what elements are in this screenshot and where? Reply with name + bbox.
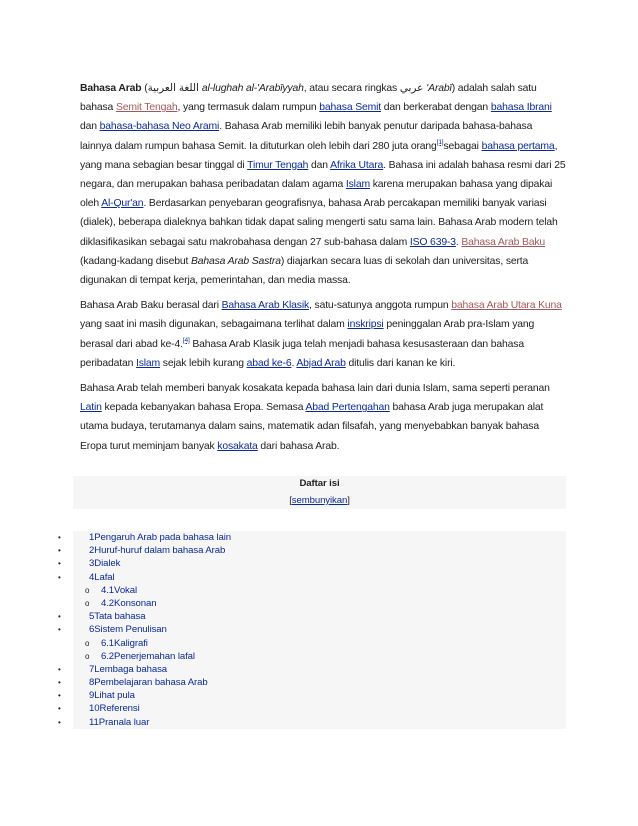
- toc-link[interactable]: [89, 690, 135, 701]
- toc-item[interactable]: [0, 623, 566, 636]
- bullet-icon: •: [58, 678, 61, 688]
- text: dan berkerabat dengan: [381, 102, 491, 114]
- text: . Bahasa Arab memiliki lebih banyak penutur daripada bahasa-bahasa lainnya dalam rumpun bahasa Semit. Ia dituturkan oleh lebih dari 280 juta orang: [80, 121, 533, 152]
- toc-link[interactable]: [101, 598, 156, 609]
- toc-number: 5: [89, 611, 95, 623]
- alt-name: Bahasa Arab Sastra: [190, 255, 281, 267]
- toc-item[interactable]: [0, 610, 566, 623]
- link-abad-pertengahan[interactable]: Abad Pertengahan: [305, 402, 390, 414]
- toggle-bracket-close: ]: [347, 495, 350, 506]
- toc-label: Lafal: [94, 571, 115, 583]
- toc-number: 9: [89, 690, 95, 702]
- text: ) adalah salah satu bahasa: [80, 83, 537, 114]
- link-islam[interactable]: Islam: [345, 179, 370, 191]
- text: , yang termasuk dalam rumpun: [177, 102, 320, 114]
- bullet-icon: •: [58, 664, 61, 674]
- text: ) diajarkan secara luas di sekolah dan universitas, serta digunakan di tempat kerja, pemerintahan, dan media massa.: [80, 255, 529, 287]
- toc-link[interactable]: [101, 651, 195, 662]
- circle-bullet-icon: o: [85, 638, 90, 648]
- link-bahasa-semit[interactable]: bahasa Semit: [319, 102, 382, 114]
- link-bahasa-arab-baku[interactable]: Bahasa Arab Baku: [461, 236, 546, 248]
- arabic-short-name: عربي: [399, 83, 424, 94]
- text: . Berdasarkan penyebaran geografisnya, bahasa Arab percakapan memiliki banyak variasi (dialek), beberapa dialeknya bahkan tidak dapat saling mengerti satu sama lain. Bahasa Arab modern telah diklasifikasikan sebagai satu makrobahasa dengan 27 sub-bahasa dalam: [80, 198, 558, 248]
- arabic-name: اللغة العربية: [147, 83, 199, 94]
- circle-bullet-icon: o: [85, 651, 90, 661]
- text: sejak lebih kurang: [160, 357, 247, 369]
- toc-link[interactable]: [89, 677, 208, 688]
- toc-item[interactable]: [0, 531, 566, 544]
- toc-item[interactable]: [0, 689, 566, 702]
- toc-item[interactable]: [0, 663, 566, 676]
- bullet-icon: •: [58, 704, 61, 714]
- text: peninggalan Arab pra-Islam yang berasal dari abad ke-4.: [80, 319, 535, 350]
- link-abad-ke-6[interactable]: abad ke-6: [246, 357, 292, 369]
- bullet-icon: •: [58, 572, 61, 582]
- toc-link[interactable]: [89, 558, 120, 569]
- history-paragraph: [80, 296, 566, 373]
- toc-item[interactable]: [0, 571, 566, 584]
- toc-list: [58, 531, 566, 729]
- text: , satu-satunya anggota rumpun: [309, 300, 452, 312]
- circle-bullet-icon: o: [85, 598, 90, 608]
- toc-label: Dialek: [94, 558, 121, 570]
- circle-bullet-icon: o: [85, 585, 90, 595]
- article-body: [80, 79, 566, 462]
- toc-number: 4.1: [101, 584, 115, 596]
- text: yang saat ini masih digunakan, sebagaimana terlihat dalam: [80, 319, 348, 331]
- transliteration: al-lughah al-'Arabīyyah: [201, 83, 304, 94]
- bullet-icon: •: [58, 691, 61, 701]
- toc-item[interactable]: [0, 557, 566, 570]
- toc-label: Sistem Penulisan: [94, 624, 167, 636]
- toc-label: Lihat pula: [94, 690, 135, 702]
- toc-number: 11: [89, 716, 99, 728]
- article-subject: Bahasa Arab: [80, 83, 142, 94]
- link-iso-639-3[interactable]: ISO 639-3: [409, 236, 456, 248]
- text: . Bahasa ini adalah bahasa resmi dari 25 negara, dan merupakan bahasa peribadatan dalam agama: [80, 159, 566, 191]
- toc-label: Pengaruh Arab pada bahasa lain: [94, 532, 232, 543]
- toc-number: 3: [89, 558, 95, 570]
- toc-link[interactable]: [89, 624, 167, 635]
- text: kepada kebanyakan bahasa Eropa. Semasa: [101, 402, 306, 414]
- toc-link[interactable]: [101, 585, 137, 596]
- toc-link[interactable]: [89, 717, 149, 728]
- link-inskripsi[interactable]: inskripsi: [347, 319, 384, 331]
- toc-subitem[interactable]: [0, 584, 566, 597]
- bullet-icon: •: [58, 612, 61, 622]
- text: sebagai: [443, 140, 482, 152]
- text: Bahasa Arab telah memberi banyak kosakata kepada bahasa lain dari dunia Islam, sama seperti peranan: [80, 383, 550, 395]
- link-al-quran[interactable]: Al-Qur'an: [101, 198, 144, 210]
- toc-number: 6: [89, 624, 95, 636]
- text: dan: [308, 159, 331, 171]
- citation-1[interactable]: [1]: [436, 138, 444, 146]
- toc-number: 2: [89, 545, 95, 557]
- link-islam-2[interactable]: Islam: [135, 357, 161, 369]
- toc-item[interactable]: [0, 716, 566, 729]
- toc-subitem[interactable]: [0, 637, 566, 650]
- toc-number: 7: [89, 663, 95, 675]
- toc-label: Referensi: [99, 703, 140, 715]
- table-of-contents: [58, 476, 566, 729]
- bullet-icon: •: [58, 625, 61, 635]
- citation-4[interactable]: [4]: [182, 336, 190, 344]
- toc-link[interactable]: [89, 664, 167, 675]
- bullet-icon: •: [58, 559, 61, 569]
- toc-toggle: [73, 492, 566, 509]
- toc-label: Konsonan: [114, 597, 157, 609]
- bullet-icon: •: [58, 533, 61, 542]
- toc-number: 6.2: [101, 650, 115, 662]
- toc-link[interactable]: [89, 545, 225, 556]
- toc-subitem[interactable]: [0, 597, 566, 610]
- toc-number: 4.2: [101, 597, 115, 609]
- link-neo-arami[interactable]: bahasa-bahasa Neo Arami: [99, 121, 220, 133]
- text: Bahasa Arab Baku berasal dari: [80, 300, 222, 312]
- toc-label: Huruf-huruf dalam bahasa Arab: [94, 545, 226, 557]
- toggle-bracket-open: [: [289, 495, 292, 506]
- toc-link[interactable]: [89, 532, 231, 543]
- toc-number: 10: [89, 703, 100, 715]
- link-bahasa-ibrani[interactable]: bahasa Ibrani: [490, 102, 552, 114]
- text: (: [141, 83, 148, 94]
- link-semit-tengah[interactable]: Semit Tengah: [115, 102, 178, 114]
- link-abjad-arab[interactable]: Abjad Arab: [296, 357, 346, 369]
- toc-number: 8: [89, 677, 95, 689]
- text: .: [455, 236, 462, 248]
- intro-paragraph: [80, 79, 566, 290]
- influence-paragraph: [80, 379, 566, 456]
- text: ditulis dari kanan ke kiri.: [345, 357, 456, 369]
- link-timur-tengah[interactable]: Timur Tengah: [247, 159, 309, 171]
- toc-link[interactable]: [101, 638, 148, 649]
- toc-label: Lembaga bahasa: [94, 663, 167, 675]
- toc-link[interactable]: [89, 703, 140, 714]
- toc-item[interactable]: [0, 676, 566, 689]
- toc-label: Vokal: [114, 584, 138, 596]
- toc-label: Tata bahasa: [94, 611, 146, 623]
- text: (kadang-kadang disebut: [80, 255, 191, 267]
- link-kosakata[interactable]: kosakata: [217, 440, 258, 452]
- bullet-icon: •: [58, 717, 61, 727]
- toc-title: Daftar isi: [73, 476, 566, 492]
- text: , atau secara ringkas: [303, 83, 400, 94]
- text: karena merupakan bahasa yang dipakai oleh: [80, 179, 553, 210]
- link-bahasa-pertama[interactable]: bahasa pertama: [481, 140, 555, 152]
- toc-label: Pranala luar: [98, 716, 150, 728]
- toc-link[interactable]: [89, 611, 145, 622]
- link-arab-utara-kuna[interactable]: bahasa Arab Utara Kuna: [451, 300, 562, 312]
- text: .: [291, 357, 297, 369]
- toc-item[interactable]: [0, 544, 566, 557]
- text: , yang mana sebagian besar tinggal di: [80, 140, 558, 171]
- toc-item[interactable]: [0, 702, 566, 715]
- toc-number: 6.1: [101, 637, 115, 649]
- toc-number: 1: [89, 532, 95, 543]
- toc-label: Pembelajaran bahasa Arab: [94, 677, 208, 689]
- link-bahasa-arab-klasik[interactable]: Bahasa Arab Klasik: [221, 300, 310, 312]
- text: Bahasa Arab Klasik juga telah menjadi bahasa kesusasteraan dan bahasa peribadatan: [80, 338, 524, 369]
- link-afrika-utara[interactable]: Afrika Utara: [330, 159, 384, 171]
- link-latin[interactable]: Latin: [80, 402, 102, 414]
- text: bahasa Arab juga merupakan alat utama budaya, terutamanya dalam sains, matematik adan filsafah, yang menyebabkan banyak bahasa Eropa turut meminjam banyak: [80, 402, 544, 452]
- toc-hide-link[interactable]: sembunyikan: [291, 495, 348, 506]
- toc-label: Kaligrafi: [114, 637, 148, 649]
- toc-number: 4: [89, 571, 95, 583]
- bullet-icon: •: [58, 546, 61, 556]
- short-transliteration: 'Arabī: [426, 83, 452, 94]
- toc-subitem[interactable]: [0, 650, 566, 663]
- text: dari bahasa Arab.: [257, 440, 340, 452]
- toc-link[interactable]: [89, 572, 115, 583]
- toc-label: Penerjemahan lafal: [114, 650, 195, 662]
- text: dan: [80, 121, 100, 133]
